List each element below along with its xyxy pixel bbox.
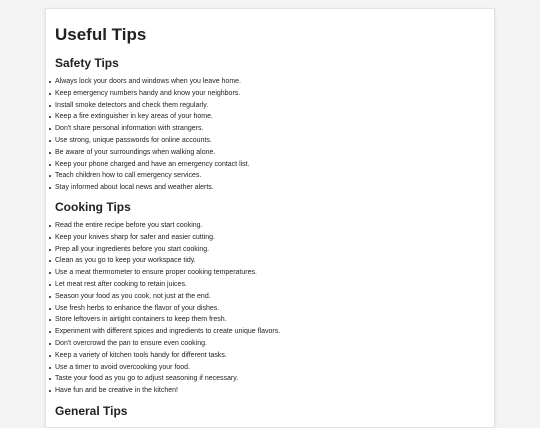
- list-item: Stay informed about local news and weather alerts.: [55, 182, 494, 194]
- cooking-tips-list: [55, 220, 494, 397]
- list-item: Experiment with different spices and ingredients to create unique flavors.: [55, 326, 494, 338]
- tips-card: [45, 8, 495, 428]
- safety-tips-list: [55, 76, 494, 194]
- list-item: Use strong, unique passwords for online accounts.: [55, 135, 494, 147]
- list-item: Don't share personal information with strangers.: [55, 123, 494, 135]
- list-item: Teach children how to call emergency services.: [55, 170, 494, 182]
- list-item: Prep all your ingredients before you start cooking.: [55, 244, 494, 256]
- list-item: Store leftovers in airtight containers to keep them fresh.: [55, 314, 494, 326]
- page-title: Useful Tips: [55, 25, 147, 44]
- section-heading-cooking: Cooking Tips: [55, 199, 131, 214]
- list-item: Keep a fire extinguisher in key areas of your home.: [55, 111, 494, 123]
- list-item: Clean as you go to keep your workspace tidy.: [55, 255, 494, 267]
- list-item: Keep your phone charged and have an emergency contact list.: [55, 159, 494, 171]
- list-item: Keep emergency numbers handy and know your neighbors.: [55, 88, 494, 100]
- list-item: Have fun and be creative in the kitchen!: [55, 385, 494, 397]
- list-item: Install smoke detectors and check them regularly.: [55, 100, 494, 112]
- section-heading-general: General Tips: [55, 403, 128, 418]
- list-item: Always lock your doors and windows when you leave home.: [55, 76, 494, 88]
- list-item: Keep your knives sharp for safer and easier cutting.: [55, 232, 494, 244]
- list-item: Keep a variety of kitchen tools handy for different tasks.: [55, 350, 494, 362]
- list-item: Taste your food as you go to adjust seasoning if necessary.: [55, 373, 494, 385]
- section-heading-safety: Safety Tips: [55, 56, 119, 70]
- list-item: Season your food as you cook, not just at the end.: [55, 291, 494, 303]
- list-item: Don't overcrowd the pan to ensure even cooking.: [55, 338, 494, 350]
- list-item: Read the entire recipe before you start cooking.: [55, 220, 494, 232]
- list-item: Use a meat thermometer to ensure proper cooking temperatures.: [55, 267, 494, 279]
- list-item: Use a timer to avoid overcooking your food.: [55, 362, 494, 374]
- list-item: Be aware of your surroundings when walking alone.: [55, 147, 494, 159]
- list-item: Use fresh herbs to enhance the flavor of your dishes.: [55, 303, 494, 315]
- list-item: Let meat rest after cooking to retain juices.: [55, 279, 494, 291]
